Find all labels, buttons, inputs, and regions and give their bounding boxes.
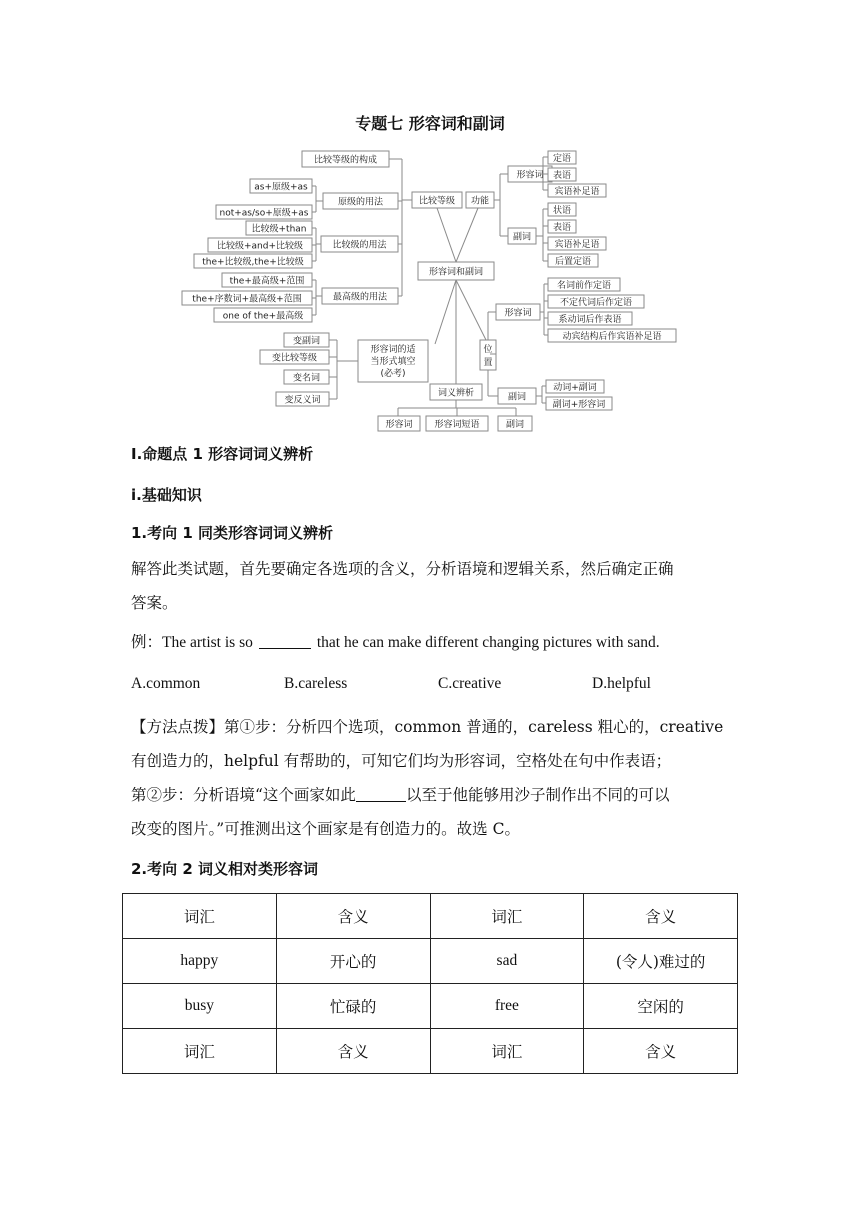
mindmap-node-bijiaoji [321, 236, 398, 252]
svg-text:功能: 功能 [470, 196, 490, 207]
mindmap-node-wz-xrc-1 [548, 278, 620, 291]
svg-text:最高级的用法: 最高级的用法 [332, 292, 388, 303]
mindmap-node-wz-xrc-2 [548, 295, 644, 308]
svg-text:one of the+最高级: one of the+最高级 [222, 311, 304, 322]
mindmap-node-weizhi-fc [498, 388, 536, 404]
mindmap-node-fc-3 [548, 237, 606, 250]
svg-text:变副词: 变副词 [292, 336, 321, 347]
mindmap-node-tiankong-4 [276, 392, 329, 406]
example-sentence: 例：The artist is so that he can make different changing pictures with sand. [131, 633, 660, 651]
svg-text:动词+副词: 动词+副词 [553, 383, 597, 393]
svg-text:表语: 表语 [552, 223, 572, 233]
svg-text:形容词短语: 形容词短语 [434, 420, 480, 430]
mindmap-node-gongneng-fc [508, 228, 536, 244]
svg-text:置: 置 [483, 358, 493, 368]
mindmap-node-fc-2 [548, 220, 576, 233]
svg-text:宾语补足语: 宾语补足语 [554, 240, 600, 250]
table-row: busy 忙碌的 free 空闲的 [123, 984, 738, 1029]
svg-text:比较级+and+比较级: 比较级+and+比较级 [216, 241, 304, 252]
mindmap-node-tiankong-1 [284, 333, 329, 347]
mindmap-node-bianxi-3 [498, 416, 532, 431]
svg-text:变名词: 变名词 [292, 373, 321, 384]
mindmap-node-tiankong [358, 340, 428, 382]
svg-text:变反义词: 变反义词 [284, 395, 321, 406]
intro-line-2: 答案。 [131, 594, 178, 612]
mindmap-node-wz-xrc-3 [548, 312, 632, 325]
answer-blank [259, 634, 311, 649]
table-row: 词汇 含义 词汇 含义 [123, 1029, 738, 1074]
svg-text:形容词: 形容词 [516, 170, 544, 181]
svg-text:位: 位 [483, 345, 493, 355]
mindmap-center-label: 形容词和副词 [428, 267, 484, 278]
mindmap-node-zuigaoji [322, 288, 398, 304]
svg-text:不定代词后作定语: 不定代词后作定语 [559, 298, 633, 308]
method-line-1: 【方法点拨】第①步：分析四个选项，common 普通的，careless 粗心的，creative [131, 718, 724, 736]
mindmap-node-yuanji-2 [216, 205, 312, 219]
mindmap-node-zuigaoji-2 [182, 291, 312, 305]
svg-text:形容词: 形容词 [504, 308, 532, 319]
subsection-heading: ⅰ.基础知识 [131, 486, 202, 504]
svg-text:动宾结构后作宾语补足语: 动宾结构后作宾语补足语 [562, 332, 662, 342]
svg-text:形容词的适: 形容词的适 [370, 345, 416, 355]
mindmap-node-fc-4 [548, 254, 598, 267]
table-row: happy 开心的 sad (令人)难过的 [123, 939, 738, 984]
svg-text:the+序数词+最高级+范围: the+序数词+最高级+范围 [192, 294, 302, 305]
antonym-table [122, 893, 738, 1074]
table-row: 词汇 含义 词汇 含义 [123, 894, 738, 939]
svg-text:副词+形容词: 副词+形容词 [552, 400, 606, 410]
mindmap-node-fc-1 [548, 203, 576, 216]
svg-text:定语: 定语 [552, 154, 572, 164]
mindmap-node-zuigaoji-1 [222, 273, 312, 287]
svg-text:the+最高级+范围: the+最高级+范围 [229, 276, 305, 287]
svg-text:(必考): (必考) [380, 369, 406, 379]
svg-text:副词: 副词 [512, 232, 532, 243]
svg-text:系动词后作表语: 系动词后作表语 [558, 315, 622, 325]
svg-text:比较等级的构成: 比较等级的构成 [313, 155, 378, 166]
mindmap-node-bijiaoji-1 [246, 221, 312, 235]
svg-text:副词: 副词 [507, 392, 527, 403]
svg-text:名词前作定语: 名词前作定语 [556, 281, 612, 291]
svg-text:as+原级+as: as+原级+as [254, 182, 308, 193]
option-a: A.common [131, 675, 201, 692]
mindmap-node-yuanji-1 [250, 179, 312, 193]
point1-intro [131, 552, 731, 620]
intro-line-1: 解答此类试题，首先要确定各选项的含义，分析语境和逻辑关系，然后确定正确 [131, 560, 674, 578]
mindmap-node-bianxi-2 [426, 416, 488, 431]
mindmap-node-wz-xrc-4 [548, 329, 676, 342]
svg-text:not+as/so+原级+as: not+as/so+原级+as [219, 208, 309, 219]
svg-text:后置定语: 后置定语 [554, 257, 592, 267]
mindmap-node-bianxi [430, 384, 482, 400]
mindmap-node-tiankong-2 [260, 350, 329, 364]
mindmap-node-weizhi-xrc [496, 304, 540, 320]
mindmap-node-yuanji [323, 193, 398, 209]
svg-text:原级的用法: 原级的用法 [337, 197, 384, 208]
svg-text:形容词: 形容词 [385, 420, 413, 430]
mindmap-node-bijiaoji-3 [194, 254, 312, 268]
mindmap-center-node [418, 262, 494, 280]
svg-text:词义辨析: 词义辨析 [437, 388, 475, 399]
mindmap-node-gongneng [466, 192, 494, 208]
method-line-2: 有创造力的，helpful 有帮助的，可知它们均为形容词，空格处在句中作表语； [131, 752, 672, 770]
svg-text:变比较等级: 变比较等级 [271, 353, 318, 364]
mindmap-node-tiankong-3 [284, 370, 329, 384]
option-d: D.helpful [592, 675, 651, 692]
mindmap-node-bijiao [412, 192, 462, 208]
svg-text:宾语补足语: 宾语补足语 [554, 187, 600, 197]
section-heading: Ⅰ.命题点 1 形容词词义辨析 [131, 445, 314, 463]
option-c: C.creative [438, 675, 502, 692]
svg-text:当形式填空: 当形式填空 [370, 357, 416, 367]
method-blank [356, 787, 406, 802]
svg-text:the+比较级,the+比较级: the+比较级,the+比较级 [202, 257, 304, 268]
mindmap-node-wz-fc-2 [546, 397, 612, 410]
svg-text:表语: 表语 [552, 171, 572, 181]
option-b: B.careless [284, 675, 348, 692]
mindmap-node-xrc-3 [548, 184, 606, 197]
mindmap-node-zuigaoji-3 [214, 308, 312, 322]
point1-heading: 1.考向 1 同类形容词词义辨析 [131, 524, 334, 542]
mind-map [180, 144, 680, 436]
options-row [131, 675, 731, 697]
mindmap-node-xrc-2 [548, 168, 576, 181]
mindmap-node-xrc-1 [548, 151, 576, 164]
svg-text:比较级的用法: 比较级的用法 [332, 240, 387, 251]
page-title: 专题七 形容词和副词 [355, 114, 505, 133]
svg-text:比较等级: 比较等级 [418, 196, 456, 207]
mindmap-node-weizhi [480, 340, 496, 370]
method-line-3: 第②步：分析语境“这个画家如此 以至于他能够用沙子制作出不同的可以 [131, 786, 670, 804]
svg-text:状语: 状语 [552, 206, 572, 216]
method-paragraph [131, 710, 731, 846]
svg-text:副词: 副词 [505, 420, 525, 430]
mindmap-node-wz-fc-1 [546, 380, 604, 393]
mindmap-node-goucheng [302, 151, 389, 167]
svg-text:比较级+than: 比较级+than [251, 224, 307, 235]
method-line-4: 改变的图片。”可推测出这个画家是有创造力的。故选 C。 [131, 820, 520, 838]
point2-heading: 2.考向 2 词义相对类形容词 [131, 860, 319, 878]
mindmap-node-bijiaoji-2 [208, 238, 312, 252]
mindmap-node-bianxi-1 [378, 416, 420, 431]
